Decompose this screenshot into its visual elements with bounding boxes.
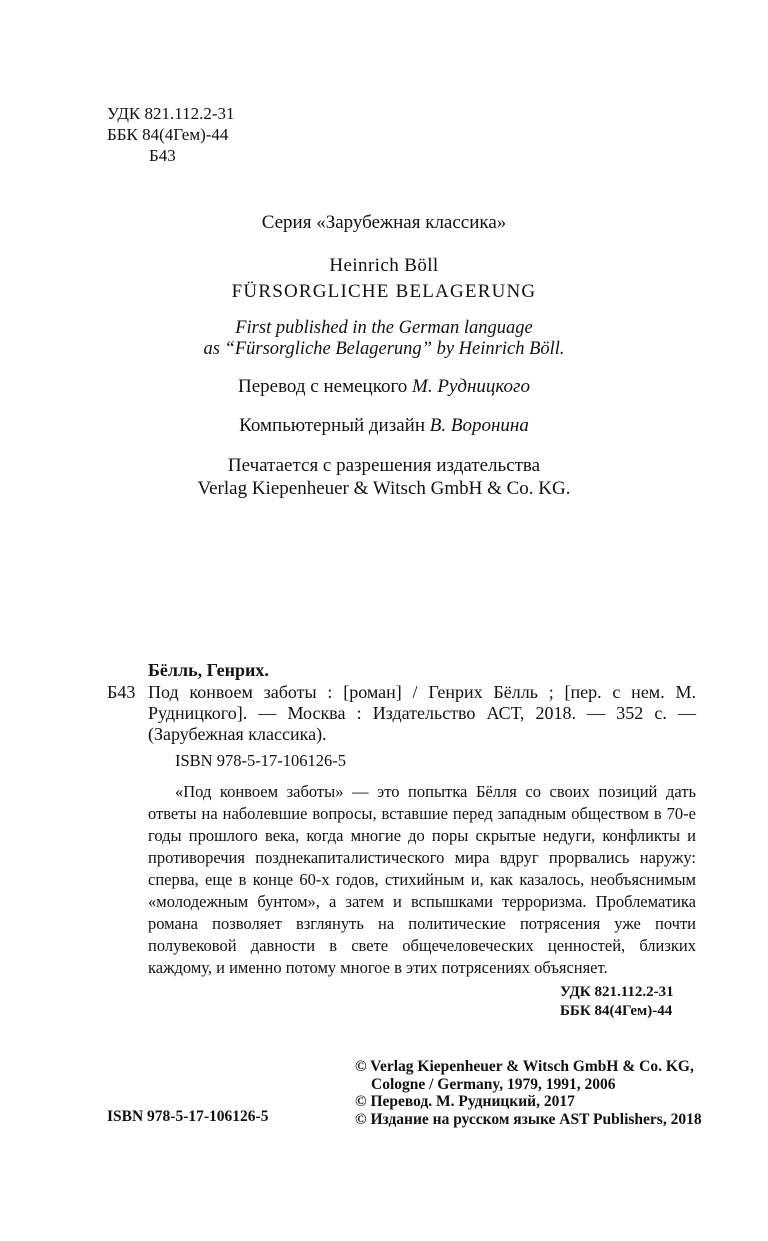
series-title: Серия «Зарубежная классика» (261, 212, 507, 233)
copyright-block (355, 1058, 702, 1128)
first-published-note (0, 318, 768, 360)
rights-notice (0, 454, 768, 500)
design-prefix: Компьютерный дизайн (239, 415, 430, 436)
author-mark: Б43 (149, 146, 176, 165)
bbk-code: ББК 84(4Гем)-44 (107, 125, 229, 144)
translation-prefix: Перевод с немецкого (238, 376, 413, 397)
bibliography-author: Бёлль, Генрих. (148, 660, 269, 680)
rights-line-1: Печатается с разрешения издательства (227, 455, 541, 476)
copyright-line-2: Cologne / Germany, 1979, 1991, 2006 (371, 1075, 616, 1093)
copyright-line-4: © Издание на русском языке AST Publishers, 2018 (355, 1110, 702, 1128)
udk-code: УДК 821.112.2-31 (107, 104, 235, 123)
isbn-bottom: ISBN 978-5-17-106126-5 (107, 1108, 269, 1125)
copyright-line-1: © Verlag Kiepenheuer & Witsch GmbH & Co. KG, (355, 1058, 694, 1075)
original-title: FÜRSORGLICHE BELAGERUNG (231, 281, 537, 302)
footer-bbk-code: ББК 84(4Гем)-44 (560, 1003, 673, 1019)
copyright-line-3: © Перевод. М. Рудницкий, 2017 (355, 1093, 575, 1110)
annotation: «Под конвоем заботы» — это попытка Бёлля со своих позиций дать ответы на наболевшие вопросы, вставшие перед западным обществом в 70-е годы прошлого века, когда многие до поры скрытые недуги, конфликты и противоречия позднекапиталистического мира вдруг прорвались наружу: сперва, еще в конце 60-х годов, стихийным и, как казалось, необъяснимым «молодежным бунтом», а затем и вспышками терроризма. Проблематика романа позволяет взглянуть на политические потрясения уже почти полувековой давности в свете общечеловеческих ценностей, близких каждому, и именно потому многое в этих потрясениях объясняет. (148, 782, 696, 977)
original-author: Heinrich Böll (329, 255, 439, 276)
bibliography-entry: Под конвоем заботы : [роман] / Генрих Бёлль ; [пер. с нем. М. Рудницкого]. — Москва : Издательство АСТ, 2018. — 352 с. — (Зарубежная классика). (148, 682, 696, 744)
header-classification-codes (107, 103, 235, 166)
translation-credit (0, 376, 768, 398)
footer-classification-codes (560, 983, 696, 1021)
footer-udk-code: УДК 821.112.2-31 (560, 984, 674, 1000)
design-credit (0, 415, 768, 437)
translator-name: М. Рудницкого (412, 376, 530, 397)
first-published-line-1: First published in the German language (235, 318, 533, 338)
first-published-line-2: as “Fürsorgliche Belagerung” by Heinrich Böll. (203, 339, 565, 359)
bibliography-code: Б43 (107, 682, 136, 702)
rights-line-2: Verlag Kiepenheuer & Witsch GmbH & Co. KG. (197, 478, 571, 499)
designer-name: В. Воронина (429, 415, 529, 436)
bibliography-isbn: ISBN 978-5-17-106126-5 (175, 751, 346, 770)
